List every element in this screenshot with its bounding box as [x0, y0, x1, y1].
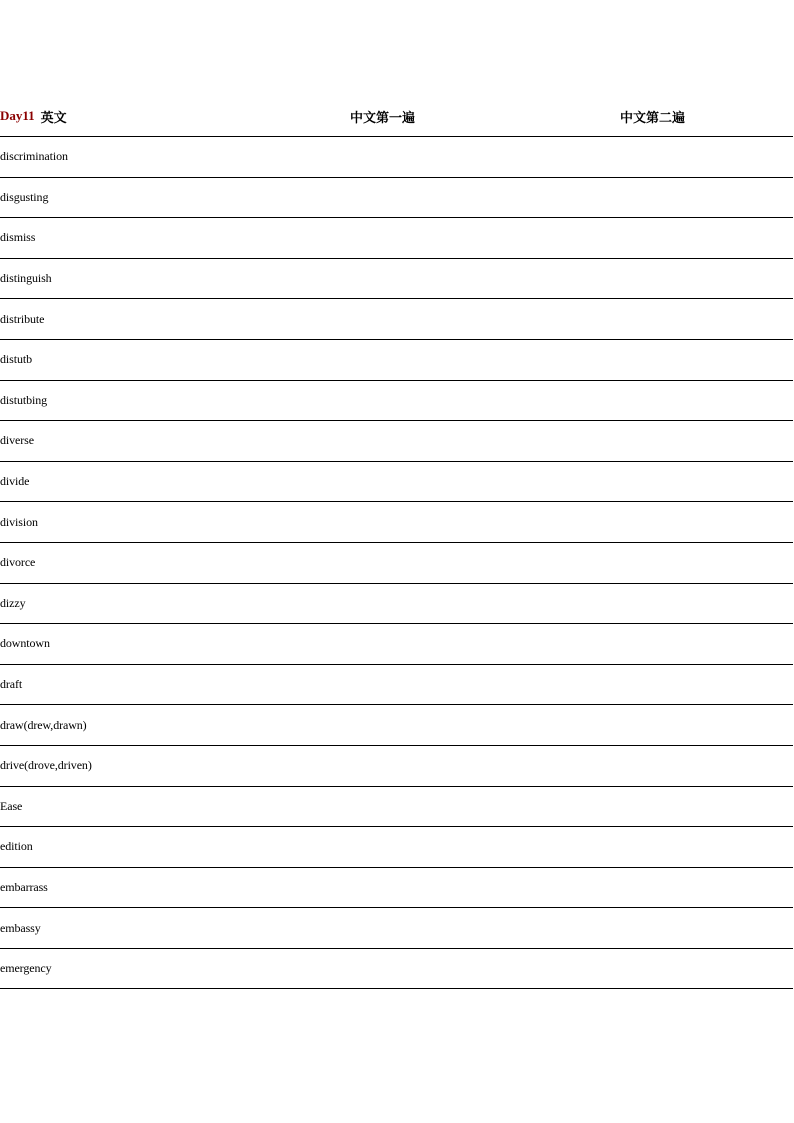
english-word: distribute — [0, 311, 45, 326]
english-word-cell — [0, 787, 22, 827]
table-row — [0, 705, 793, 746]
english-word: divide — [0, 474, 30, 489]
table-row — [0, 827, 793, 868]
english-word-cell — [0, 381, 47, 421]
day-label: Day11 — [0, 108, 35, 123]
english-word-cell — [0, 746, 92, 786]
english-word: diverse — [0, 433, 34, 448]
header-english-label: 英文 — [40, 109, 67, 125]
english-word-cell — [0, 665, 22, 705]
table-row — [0, 299, 793, 340]
english-word-cell — [0, 949, 52, 989]
english-word: divorce — [0, 555, 36, 570]
header-chinese-first-cell — [350, 96, 415, 136]
table-row — [0, 259, 793, 300]
english-word: distutb — [0, 352, 32, 367]
table-row — [0, 787, 793, 828]
english-word-cell — [0, 462, 29, 502]
english-word: distinguish — [0, 271, 52, 286]
english-word-cell — [0, 584, 26, 624]
table-row — [0, 137, 793, 178]
english-word-cell — [0, 827, 33, 867]
english-word: distutbing — [0, 392, 48, 407]
table-row — [0, 868, 793, 909]
header-chinese-second-label: 中文第二遍 — [620, 109, 686, 125]
english-word: division — [0, 514, 38, 529]
english-word-cell — [0, 543, 35, 583]
english-word: draft — [0, 677, 23, 692]
table-row — [0, 502, 793, 543]
vocabulary-table — [0, 96, 793, 989]
table-row — [0, 949, 793, 990]
table-row — [0, 178, 793, 219]
english-word: dizzy — [0, 595, 26, 610]
english-word: embarrass — [0, 879, 48, 894]
header-chinese-first-label: 中文第一遍 — [350, 109, 416, 125]
english-word: edition — [0, 839, 33, 854]
english-word: emergency — [0, 961, 52, 976]
english-word-cell — [0, 299, 44, 339]
english-word-cell — [0, 259, 52, 299]
header-english-cell — [0, 96, 67, 136]
english-word-cell — [0, 705, 87, 745]
english-word-cell — [0, 624, 50, 664]
table-row — [0, 665, 793, 706]
english-word-cell — [0, 218, 35, 258]
english-word: drive(drove,driven) — [0, 758, 92, 773]
table-row — [0, 908, 793, 949]
table-body — [0, 137, 793, 989]
table-row — [0, 381, 793, 422]
header-chinese-second-cell — [620, 96, 685, 136]
table-row — [0, 218, 793, 259]
english-word: disgusting — [0, 189, 49, 204]
english-word-cell — [0, 502, 38, 542]
english-word-cell — [0, 178, 48, 218]
table-row — [0, 746, 793, 787]
english-word-cell — [0, 137, 68, 177]
english-word: Ease — [0, 798, 23, 813]
english-word-cell — [0, 340, 32, 380]
table-header-row — [0, 96, 793, 137]
english-word: dismiss — [0, 230, 36, 245]
english-word-cell — [0, 908, 41, 948]
table-row — [0, 624, 793, 665]
english-word-cell — [0, 421, 34, 461]
table-row — [0, 462, 793, 503]
english-word: discrimination — [0, 149, 68, 164]
english-word: embassy — [0, 920, 41, 935]
english-word-cell — [0, 868, 48, 908]
table-row — [0, 421, 793, 462]
english-word: draw(drew,drawn) — [0, 717, 87, 732]
english-word: downtown — [0, 636, 50, 651]
table-row — [0, 340, 793, 381]
table-row — [0, 584, 793, 625]
table-row — [0, 543, 793, 584]
